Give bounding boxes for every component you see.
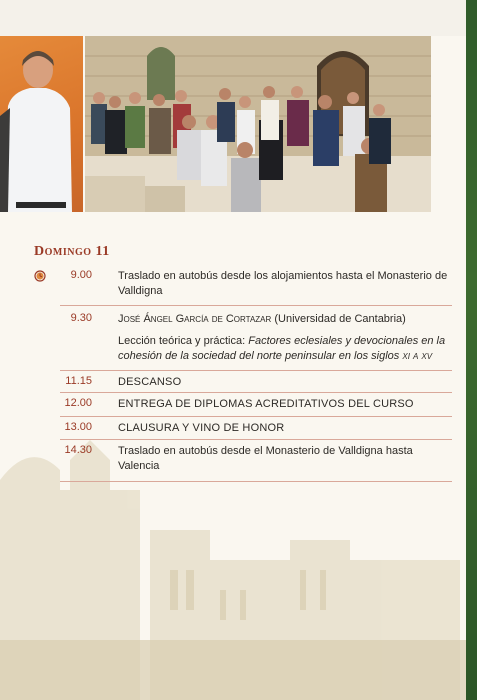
schedule-time: 9.30 — [70, 312, 92, 324]
lecture-centuries: xi a xv — [402, 350, 433, 362]
schedule-time: 11.15 — [65, 375, 92, 387]
town-watermark-illustration — [0, 440, 466, 700]
divider — [60, 370, 452, 371]
schedule-time: 9.00 — [70, 269, 92, 281]
schedule-text: CLAUSURA Y VINO DE HONOR — [118, 422, 285, 434]
monastery-group-image — [85, 36, 431, 212]
top-margin — [0, 0, 466, 36]
schedule-time: 14.30 — [64, 444, 92, 456]
divider — [60, 439, 452, 440]
day-heading — [34, 244, 110, 260]
schedule-time: 12.00 — [64, 397, 92, 409]
speaker-affiliation: (Universidad de Cantabria) — [274, 313, 406, 325]
lecture-title: Factores eclesiales y devocionales en la cohesión de la sociedad del norte peninsular en los siglos — [118, 335, 446, 362]
man-figure-image — [0, 36, 83, 212]
schedule-time: 13.00 — [64, 421, 92, 433]
photo-left-panel — [0, 36, 83, 212]
divider — [60, 481, 452, 482]
schedule-text: ENTREGA DE DIPLOMAS ACREDITATIVOS DEL CURSO — [118, 398, 414, 410]
schedule-text: Traslado en autobús desde el Monasterio de Valldigna hasta Valencia — [118, 445, 413, 472]
schedule-text: DESCANSO — [118, 376, 182, 388]
divider — [60, 305, 452, 306]
schedule-text: Traslado en autobús desde los alojamientos hasta el Monasterio de Valldigna — [118, 270, 448, 297]
day-number: 11 — [95, 244, 110, 259]
divider — [60, 416, 452, 417]
lecture-prefix: Lección teórica y práctica: — [118, 335, 246, 347]
speaker-name: José Ángel García de Cortazar — [118, 313, 272, 325]
green-edge-strip — [466, 0, 477, 700]
divider — [60, 392, 452, 393]
schedule-text — [118, 312, 450, 364]
group-photo — [85, 36, 431, 212]
lecture-line — [118, 334, 450, 364]
day-word: Domingo — [34, 244, 92, 259]
